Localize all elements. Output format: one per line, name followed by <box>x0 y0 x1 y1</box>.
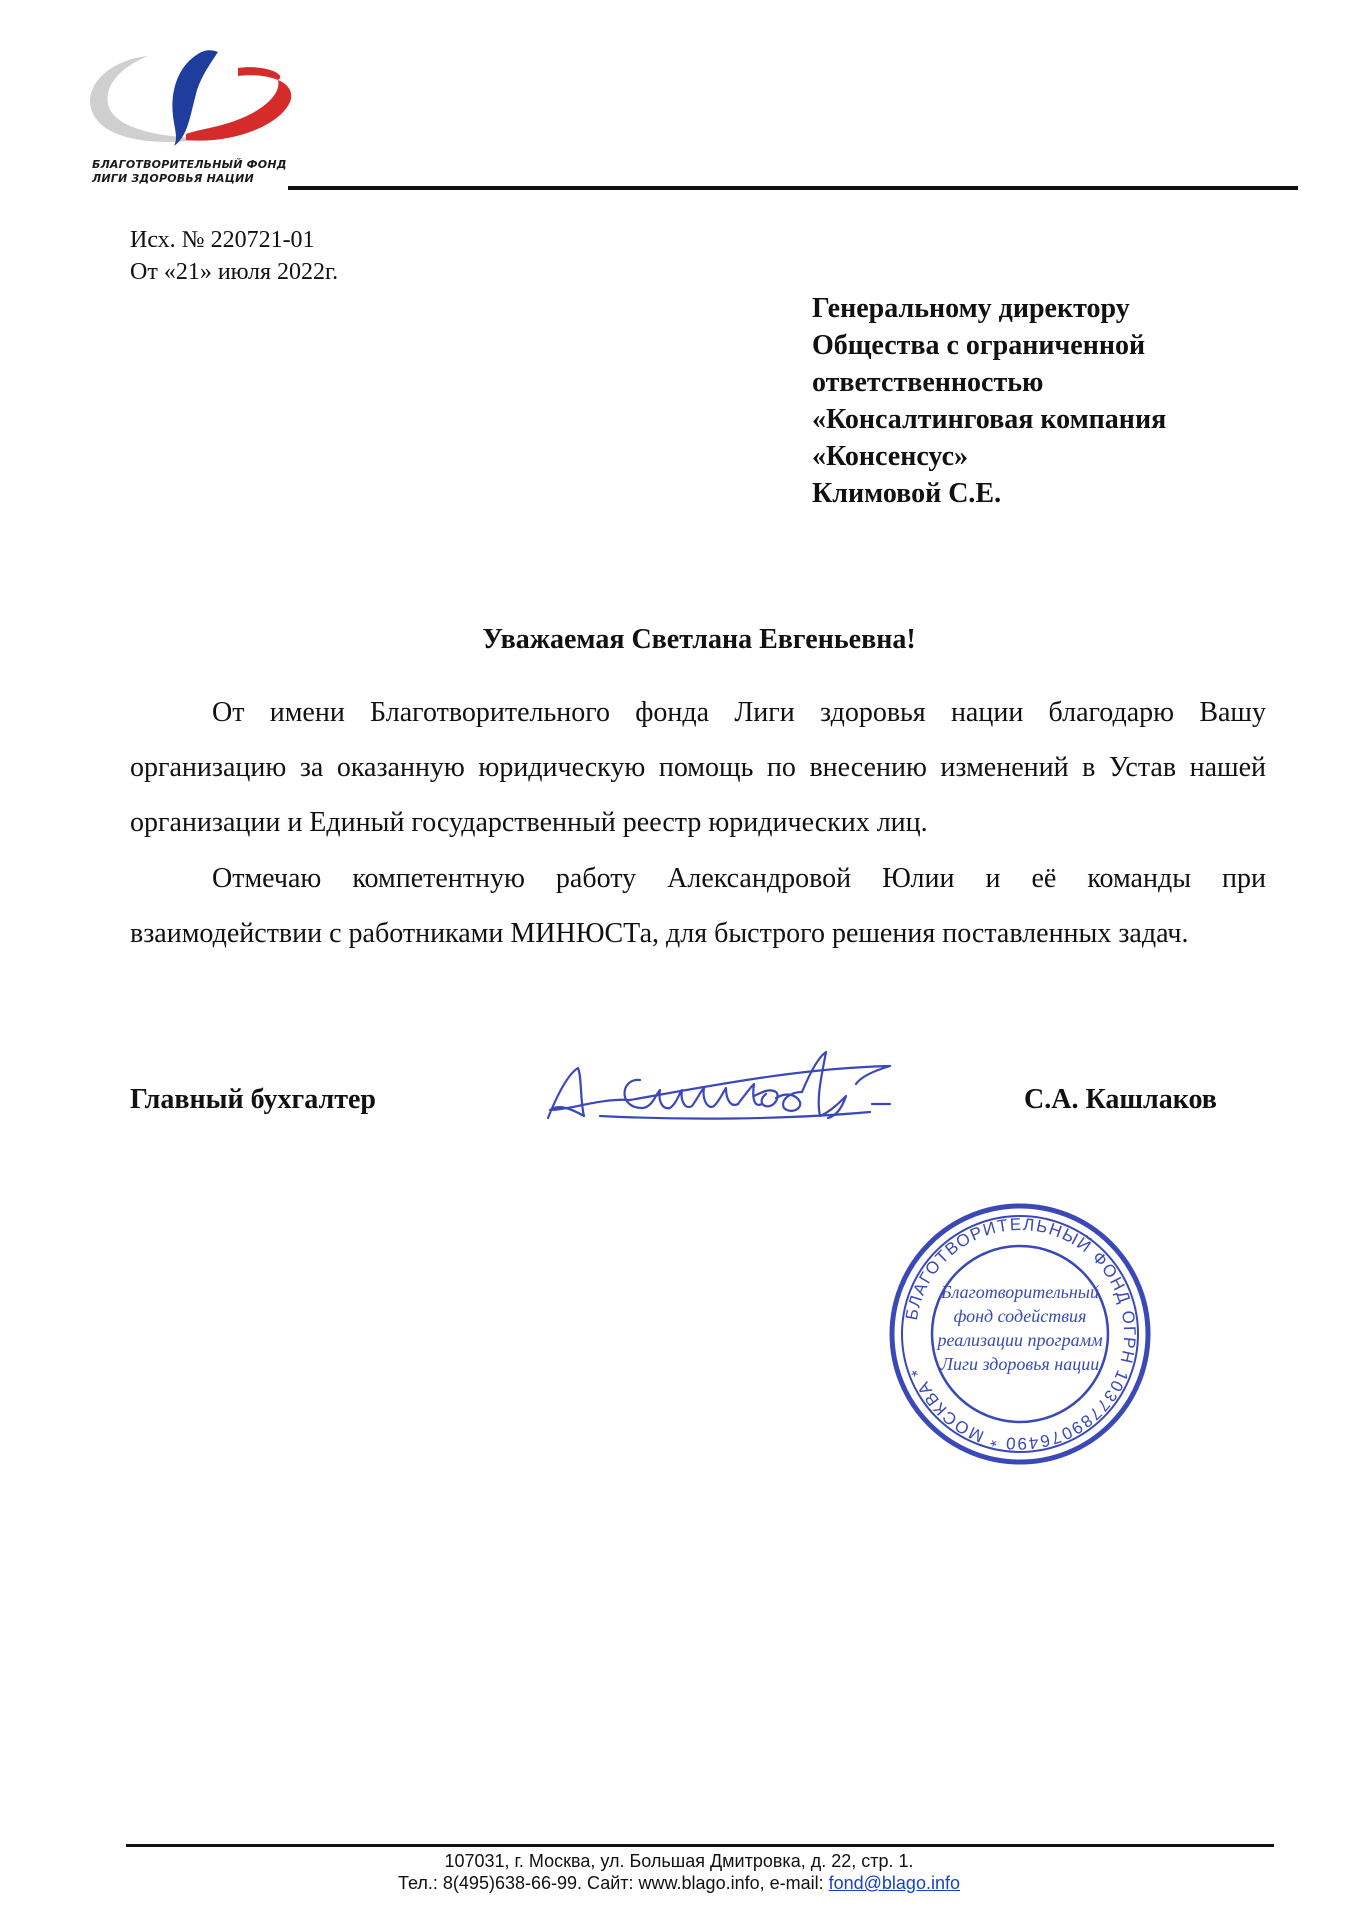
stamp-inner-line: Благотворительный <box>941 1282 1099 1302</box>
body-paragraph-2: Отмечаю компетентную работу Александровой Юлии и её команды при взаимодействии с работниками МИНЮСТа, для быстрого решения поставленных задач. <box>130 863 1266 949</box>
footer-address: 107031, г. Москва, ул. Большая Дмитровка, д. 22, стр. 1. <box>444 1851 914 1871</box>
stamp-inner-line: реализации программ <box>937 1330 1103 1350</box>
footer-divider <box>126 1844 1274 1847</box>
logo-org-name-line1: БЛАГОТВОРИТЕЛЬНЫЙ ФОНД <box>92 158 287 171</box>
handwritten-signature <box>540 1038 950 1148</box>
footer-contacts <box>0 1872 1358 1894</box>
official-stamp <box>886 1200 1154 1468</box>
stamp-inner-line: Лиги здоровья нации <box>940 1354 1100 1374</box>
logo-org-name-line2: ЛИГИ ЗДОРОВЬЯ НАЦИИ <box>92 172 254 185</box>
body-paragraph-1: От имени Благотворительного фонда Лиги здоровья нации благодарю Вашу организацию за оказанную юридическую помощь по внесению изменений в Устав нашей организации и Единый государственный реестр юридических лиц. <box>130 697 1266 838</box>
addressee-line: Общества с ограниченной <box>812 330 1146 361</box>
logo-swoosh-graphic <box>78 46 298 164</box>
addressee-line: ответственностью <box>812 367 1044 398</box>
stamp-outer-text: БЛАГОТВОРИТЕЛЬНЫЙ ФОНД ОГРН 1037789076490 * МОСКВА * <box>901 1214 1140 1454</box>
addressee-line: «Консенсус» <box>812 441 968 472</box>
letter-date: От «21» июля 2022г. <box>130 259 339 285</box>
organization-logo <box>78 46 298 185</box>
greeting: Уважаемая Светлана Евгеньевна! <box>482 624 916 655</box>
stamp-inner-text <box>930 1280 1110 1376</box>
footer-email-link[interactable]: fond@blago.info <box>828 1873 960 1893</box>
header-divider <box>288 186 1298 190</box>
stamp-inner-line: фонд содействия <box>953 1306 1087 1326</box>
addressee-line: Климовой С.Е. <box>812 478 1002 509</box>
outgoing-number: Исх. № 220721-01 <box>130 227 315 253</box>
footer-phone-site: Тел.: 8(495)638-66-99. Сайт: www.blago.info, e-mail: <box>398 1873 829 1893</box>
signer-title: Главный бухгалтер <box>130 1084 376 1115</box>
addressee-block <box>812 290 1282 512</box>
signer-name: С.А. Кашлаков <box>1024 1084 1217 1115</box>
addressee-line: «Консалтинговая компания <box>812 404 1167 435</box>
addressee-line: Генеральному директору <box>812 293 1130 324</box>
